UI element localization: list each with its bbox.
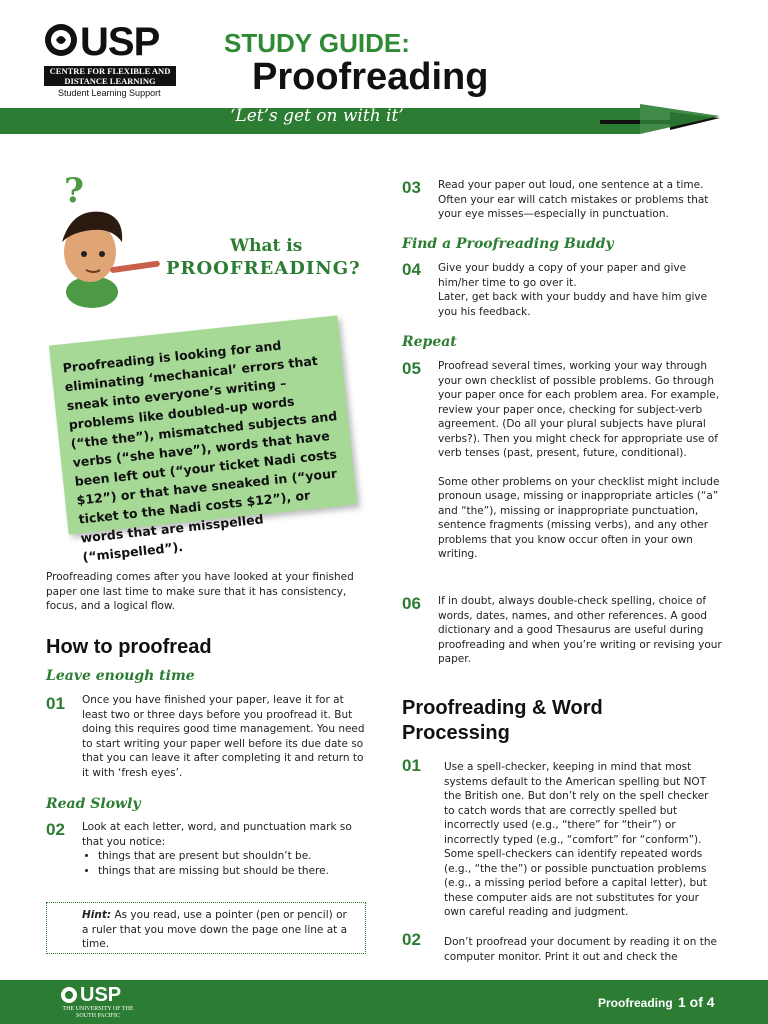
what-is-label: What is <box>230 236 303 256</box>
footer-label: Proofreading <box>598 996 673 1010</box>
step-number: 01 <box>46 694 65 713</box>
step-intro: Look at each letter, word, and punctuation mark so that you notice: <box>82 821 352 848</box>
repeat-heading: Repeat <box>402 334 457 350</box>
logo-subtitle: Student Learning Support <box>58 88 161 98</box>
step-text: Don’t proofread your document by reading it on the computer monitor. Print it out and check the <box>444 936 717 963</box>
student-illustration <box>44 172 164 312</box>
page-number: 1 of 4 <box>678 994 715 1010</box>
bullet-item: • things that are present but shouldn’t be. <box>98 849 366 864</box>
step-number: 01 <box>402 756 421 775</box>
step-text: Once you have finished your paper, leave it for at least two or three days before you proofread it. But doing this requires good time management. You need to start writing your paper well before its due date so that you can leave it after completing it and return to it with ‘fresh eyes’. <box>82 694 365 779</box>
step-text <box>438 261 722 319</box>
step-text <box>82 820 366 878</box>
leave-time-heading: Leave enough time <box>46 668 195 684</box>
step-number: 02 <box>402 930 421 949</box>
intro-paragraph: Proofreading comes after you have looked at your finished paper one last time to make sure that it has consistency, focus, and a logical flow. <box>46 571 354 612</box>
step-number: 05 <box>402 359 421 378</box>
note-text: Proofreading is looking for and eliminating ‘mechanical’ errors that sneak into everyone’s writing – problems like doubled-up words (“the the”), mismatched subjects and verbs (“she have”), words that have been left out (“your ticket Nadi costs $12”) or that have sneaked in (“your ticket to the Nadi costs $12”), or words that are misspelled (“mispelled”). <box>62 337 338 565</box>
footer-logo-subtitle: THE UNIVERSITY OF THE SOUTH PACIFIC <box>62 1006 134 1019</box>
step-number: 03 <box>402 178 421 197</box>
step-text-part: Give your buddy a copy of your paper and give him/her time to go over it. <box>438 262 687 289</box>
footer-logo-text: USP <box>80 984 122 1006</box>
tagline: ‘Let’s get on with it’ <box>230 106 404 126</box>
logo-text: USP <box>80 20 160 64</box>
word-processing-heading: Proofreading & Word Processing <box>402 697 603 744</box>
step-text-part: Later, get back with your buddy and have him give you his feedback. <box>438 291 708 318</box>
step-number: 02 <box>46 820 65 839</box>
bullet-item: • things that are missing but should be there. <box>98 864 366 879</box>
logo-bar: CENTRE FOR FLEXIBLE AND DISTANCE LEARNING <box>44 66 176 86</box>
read-slowly-heading: Read Slowly <box>46 796 141 812</box>
hint-content: As you read, use a pointer (pen or pencil) or a ruler that you move down the page one line at a time. <box>82 909 348 950</box>
bullet-list <box>82 849 366 878</box>
step-text: Use a spell-checker, keeping in mind that most systems default to the American spelling but NOT the British one. But don’t rely on the spell checker to catch words that are correctly spelled but incorrectly used (e.g., “there” for “their”) or incorrectly typed (e.g., “comfort” for “conform”). Some spell-checkers can identify repeated words (e.g., “the the”) or possible punctuation problems (e.g., a missing period before a capital letter), but these computer aids are not substitutes for your own careful reading and judgment. <box>444 761 709 918</box>
step-number: 06 <box>402 594 421 613</box>
how-to-heading: How to proofread <box>46 636 212 658</box>
step-text <box>438 359 722 562</box>
page-title: Proofreading <box>252 56 489 98</box>
title-kicker: STUDY GUIDE: <box>224 28 410 58</box>
hint-text <box>82 908 354 952</box>
hint-label: Hint: <box>82 909 112 921</box>
step-text: Read your paper out loud, one sentence at a time. Often your ear will catch mistakes or problems that your eye misses—especially in punctuation. <box>438 179 709 220</box>
step-number: 04 <box>402 260 421 279</box>
usp-logo <box>44 22 78 58</box>
proofreading-question: PROOFREADING? <box>166 258 361 279</box>
footer-logo-icon <box>60 986 78 1008</box>
arrow-icon <box>560 98 730 148</box>
step-text-part: Proofread several times, working your way through your own checklist of possible problems. Go through your paper once for each problem area. For example, review your paper once, checking for subject-verb agreement. (Do all your plural subjects have plural verbs?). Then you might check for appropriate use of verb tenses (past, present, future, conditional). <box>438 360 720 459</box>
step-text: If in doubt, always double-check spelling, choice of words, dates, names, and other references. A good dictionary and a good Thesaurus are useful during proofreading and when you’re writing or revising your paper. <box>438 595 722 665</box>
svg-text:?: ? <box>64 172 84 211</box>
buddy-heading: Find a Proofreading Buddy <box>402 236 614 252</box>
step-text-part: Some other problems on your checklist might include pronoun usage, missing or inappropriate articles (“a” and “the”), missing or inappropriate punctuation, sentence fragments (missing verbs), and any other problems that you know occur often in your own writing. <box>438 475 720 560</box>
